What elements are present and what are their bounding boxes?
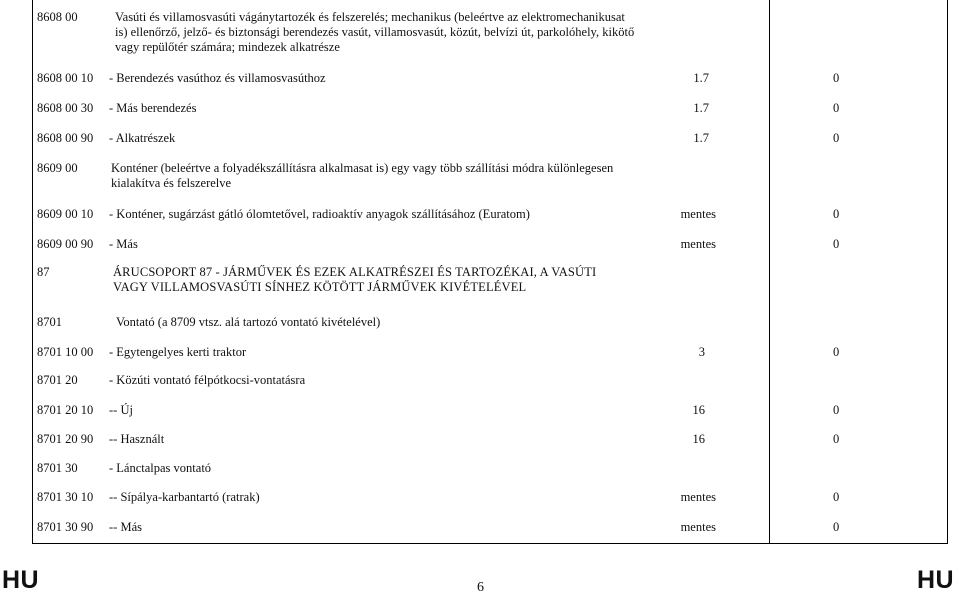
row-rate: 16 xyxy=(692,403,705,417)
row-code: 8608 00 90 xyxy=(37,131,94,145)
row-description: -- Új xyxy=(109,403,133,417)
row-code: 8608 00 xyxy=(37,10,78,24)
row-rate: mentes xyxy=(680,237,716,251)
row-supplementary: 0 xyxy=(833,207,840,221)
footer-language-right: HU xyxy=(917,566,955,594)
row-supplementary: 0 xyxy=(833,101,840,115)
row-description: - Lánctalpas vontató xyxy=(109,461,212,475)
row-code: 87 xyxy=(37,265,50,279)
row-description: - Alkatrészek xyxy=(109,131,176,145)
row-rate: 16 xyxy=(692,432,705,446)
row-rate: mentes xyxy=(680,207,716,221)
row-rate: mentes xyxy=(680,520,716,534)
row-code: 8701 30 10 xyxy=(37,490,94,504)
row-code: 8608 00 10 xyxy=(37,71,94,85)
row-description: Vontató (a 8709 vtsz. alá tartozó vontató kivételével) xyxy=(116,315,381,329)
row-code: 8701 20 10 xyxy=(37,403,94,417)
row-description: - Berendezés vasúthoz és villamosvasúthoz xyxy=(109,71,326,85)
row-code: 8609 00 10 xyxy=(37,207,94,221)
row-code: 8701 30 90 xyxy=(37,520,94,534)
row-description: Vasúti és villamosvasúti vágánytartozék és felszerelés; mechanikus (beleértve az elektromechanikusat is) ellenőrző, jelző- és biztonsági berendezés vasút, villamosvasút, közút, belvízi út, parkolóhely, kikötő vagy repülőtér számára; mindezek alkatrésze xyxy=(115,10,635,54)
row-description: -- Sípálya-karbantartó (ratrak) xyxy=(109,490,260,504)
row-rate: 1.7 xyxy=(693,101,709,115)
row-code: 8701 20 xyxy=(37,373,78,387)
row-rate: 1.7 xyxy=(693,131,709,145)
row-code: 8701 20 90 xyxy=(37,432,94,446)
row-code: 8609 00 xyxy=(37,161,78,175)
row-description: -- Használt xyxy=(109,432,165,446)
row-rate: mentes xyxy=(680,490,716,504)
row-supplementary: 0 xyxy=(833,345,840,359)
row-description: - Konténer, sugárzást gátló ólomtetővel, radioaktív anyagok szállításához (Euratom) xyxy=(109,207,530,221)
row-code: 8701 xyxy=(37,315,62,329)
row-supplementary: 0 xyxy=(833,432,840,446)
row-description: -- Más xyxy=(109,520,142,534)
row-description: Konténer (beleértve a folyadékszállításra alkalmasat is) egy vagy több szállítási módra különlegesen kialakítva és felszerelve xyxy=(111,161,614,190)
row-code: 8701 10 00 xyxy=(37,345,94,359)
row-description: - Közúti vontató félpótkocsi-vontatásra xyxy=(109,373,306,387)
row-description: - Más berendezés xyxy=(109,101,197,115)
row-description: - Egytengelyes kerti traktor xyxy=(109,345,247,359)
row-supplementary: 0 xyxy=(833,403,840,417)
side-column xyxy=(768,0,948,544)
row-code: 8701 30 xyxy=(37,461,78,475)
row-rate: 1.7 xyxy=(693,71,709,85)
row-description: - Más xyxy=(109,237,138,251)
row-description: ÁRUCSOPORT 87 - JÁRMŰVEK ÉS EZEK ALKATRÉSZEI ÉS TARTOZÉKAI, A VASÚTI VAGY VILLAMOSVASÚTI SÍNHEZ KÖTÖTT JÁRMŰVEK KIVÉTELÉVEL xyxy=(113,265,597,294)
row-supplementary: 0 xyxy=(833,237,840,251)
row-rate: 3 xyxy=(698,345,705,359)
row-supplementary: 0 xyxy=(833,71,840,85)
row-code: 8608 00 30 xyxy=(37,101,94,115)
row-supplementary: 0 xyxy=(833,131,840,145)
row-supplementary: 0 xyxy=(833,490,840,504)
footer-language-left: HU xyxy=(2,566,40,594)
row-code: 8609 00 90 xyxy=(37,237,94,251)
page-number: 6 xyxy=(477,580,484,595)
row-supplementary: 0 xyxy=(833,520,840,534)
